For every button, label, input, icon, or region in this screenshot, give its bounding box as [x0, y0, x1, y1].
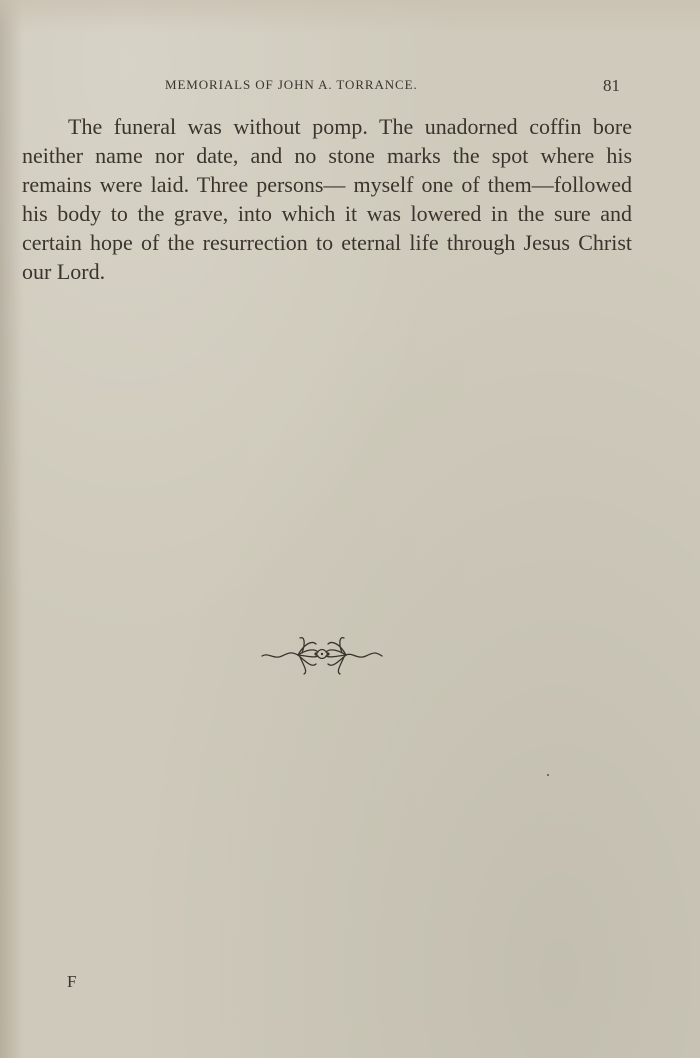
body-paragraph: The funeral was without pomp. The unadorned coffin bore neither name nor date, and no stone marks the spot where his remains were laid. Three persons— myself one of them—followed his body to the grave, into which it was lowered in the sure and certain hope of the resurrection to eternal life through Jesus Christ our Lord.	[22, 114, 632, 284]
paper-speck	[547, 774, 549, 776]
page-top-fade	[0, 0, 700, 34]
page-number: 81	[603, 76, 620, 95]
page-edge-shadow	[0, 0, 22, 1058]
running-head: MEMORIALS OF JOHN A. TORRANCE.	[165, 77, 418, 92]
decorative-flourish-icon	[260, 630, 384, 678]
signature-mark: F	[67, 972, 77, 991]
